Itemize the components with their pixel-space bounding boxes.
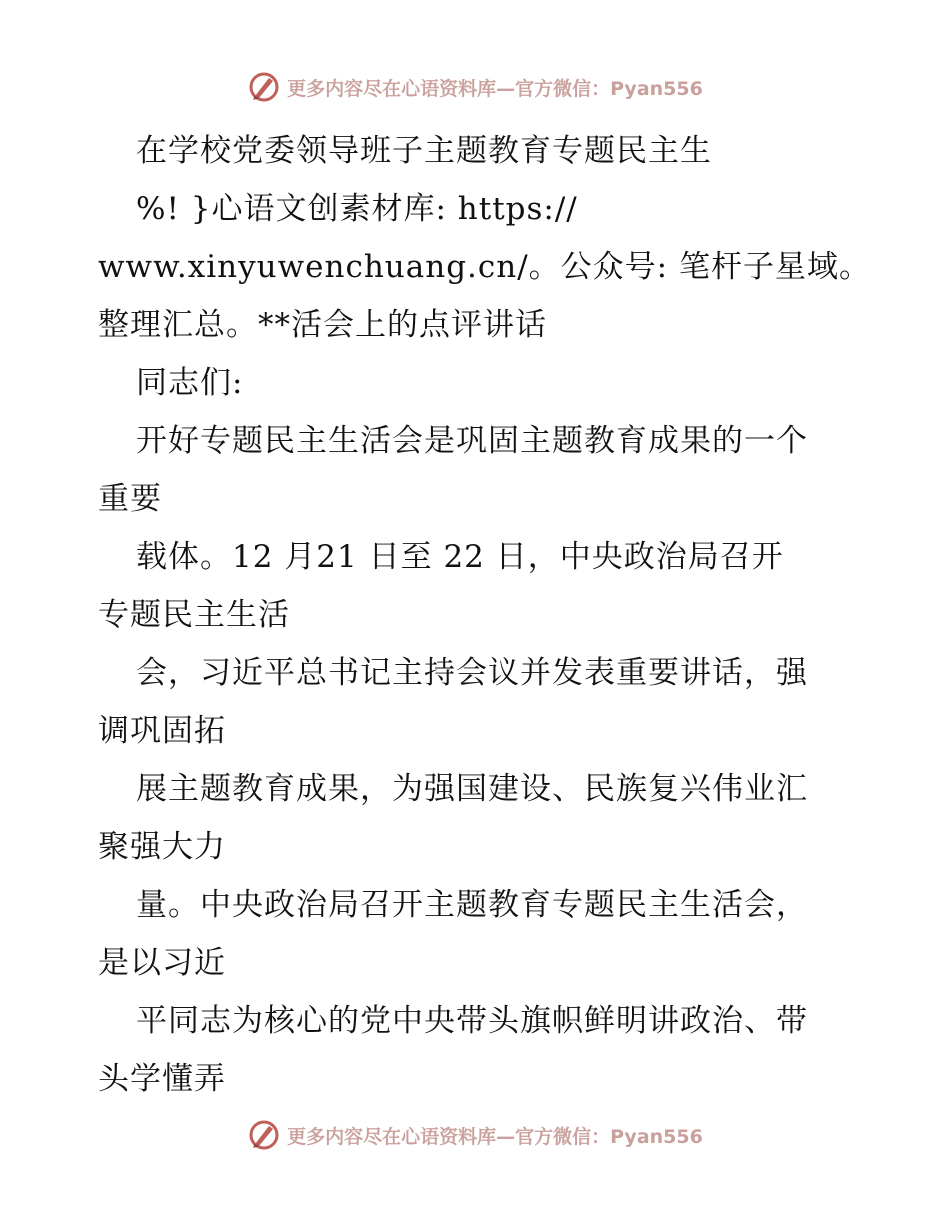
doc-line-3: www.xinyuwenchuang.cn/。公众号: 笔杆子星域。 [98,249,871,285]
doc-line-14: 量。中央政治局召开主题教育专题民主生活会， [136,887,808,923]
doc-line-7: 重要 [98,481,162,517]
footer-watermark-banner [0,1118,950,1152]
quill-seal-icon [247,70,281,104]
doc-line-1: 在学校党委领导班子主题教育专题民主生 [136,133,712,169]
doc-line-17: 头学懂弄 [98,1061,226,1097]
doc-line-4: 整理汇总。**活会上的点评讲话 [98,307,547,343]
doc-line-10: 会，习近平总书记主持会议并发表重要讲话，强 [136,655,808,691]
doc-line-16: 平同志为核心的党中央带头旗帜鲜明讲政治、带 [136,1003,808,1039]
header-watermark-banner [0,70,950,104]
doc-line-9: 专题民主生活 [98,597,290,633]
doc-line-15: 是以习近 [98,945,226,981]
doc-line-5: 同志们: [136,365,244,401]
doc-line-2: %! }心语文创素材库: https:// [136,191,578,227]
doc-line-13: 聚强大力 [98,829,226,865]
doc-line-6: 开好专题民主生活会是巩固主题教育成果的一个 [136,423,808,459]
footer-watermark-text: 更多内容尽在心语资料库—官方微信：Pyan556 [287,1125,703,1148]
doc-line-11: 调巩固拓 [98,713,226,749]
doc-line-8: 载体。12 月21 日至 22 日，中央政治局召开 [136,539,784,575]
doc-line-12: 展主题教育成果，为强国建设、民族复兴伟业汇 [136,771,808,807]
quill-seal-icon [247,1118,281,1152]
document-body [98,122,871,1108]
header-watermark-text: 更多内容尽在心语资料库—官方微信：Pyan556 [287,77,703,100]
